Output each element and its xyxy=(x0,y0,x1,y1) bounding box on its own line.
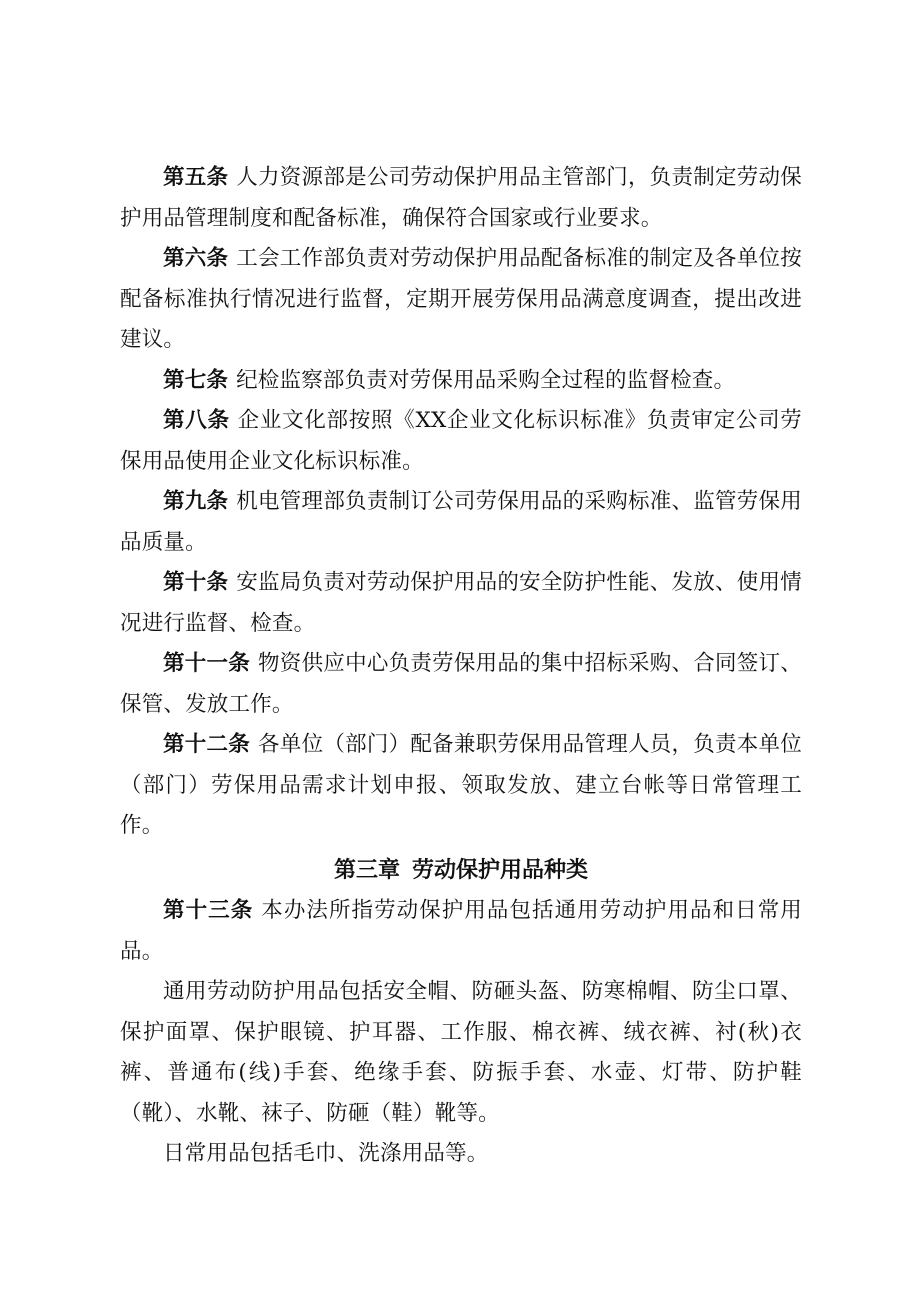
article-text: 人力资源部是公司劳动保护用品主管部门，负责制定劳动保护用品管理制度和配备标准，确保符合国家或行业要求。 xyxy=(120,165,802,231)
article-text: 机电管理部负责制订公司劳保用品的采购标准、监管劳保用品质量。 xyxy=(120,489,802,555)
article-label: 第八条 xyxy=(163,408,230,433)
article-10 xyxy=(120,563,802,644)
article-label: 第十条 xyxy=(163,570,229,595)
chapter-number: 第三章 xyxy=(333,857,400,883)
article-text: 纪检监察部负责对劳保用品采购全过程的监督检查。 xyxy=(236,367,736,393)
article-text: 安监局负责对劳动保护用品的安全防护性能、发放、使用情况进行监督、检查。 xyxy=(120,570,802,636)
article-label: 第七条 xyxy=(163,367,229,393)
article-label: 第九条 xyxy=(163,489,229,514)
document-page xyxy=(120,158,802,1175)
article-label: 第十二条 xyxy=(163,732,251,757)
article-text: 本办法所指劳动保护用品包括通用劳动护用品和日常用品。 xyxy=(120,898,802,964)
paragraph-daily-items: 日常用品包括毛巾、洗涤用品等。 xyxy=(163,1141,489,1166)
article-text: 工会工作部负责对劳动保护用品配备标准的制定及各单位按配备标准执行情况进行监督，定期开展劳保用品满意度调查，提出改进建议。 xyxy=(120,246,802,352)
chapter-title: 劳动保护用品种类 xyxy=(412,857,589,883)
article-9 xyxy=(120,482,802,563)
article-label: 第六条 xyxy=(163,246,229,271)
article-label: 第十三条 xyxy=(163,898,254,923)
article-12 xyxy=(120,725,802,847)
chapter-heading xyxy=(120,851,802,892)
article-5 xyxy=(120,158,802,239)
paragraph-general-items: 通用劳动防护用品包括安全帽、防砸头盔、防寒棉帽、防尘口罩、保护面罩、保护眼镜、护耳器、工作服、棉衣裤、绒衣裤、衬(秋)衣裤、普通布(线)手套、绝缘手套、防振手套、水壶、灯带、防护鞋（靴）、水靴、袜子、防砸（鞋）靴等。 xyxy=(120,979,802,1126)
article-text: 企业文化部按照《XX企业文化标识标准》负责审定公司劳保用品使用企业文化标识标准。 xyxy=(120,408,802,474)
article-6 xyxy=(120,239,802,361)
article-11 xyxy=(120,644,802,725)
article-text: 物资供应中心负责劳保用品的集中招标采购、合同签订、保管、发放工作。 xyxy=(120,651,802,717)
article-8 xyxy=(120,401,802,482)
article-label: 第五条 xyxy=(163,165,229,190)
article-13 xyxy=(120,891,802,972)
article-7 xyxy=(120,361,802,402)
article-text: 各单位（部门）配备兼职劳保用品管理人员，负责本单位（部门）劳保用品需求计划申报、领取发放、建立台帐等日常管理工作。 xyxy=(120,732,802,838)
article-label: 第十一条 xyxy=(163,651,251,676)
